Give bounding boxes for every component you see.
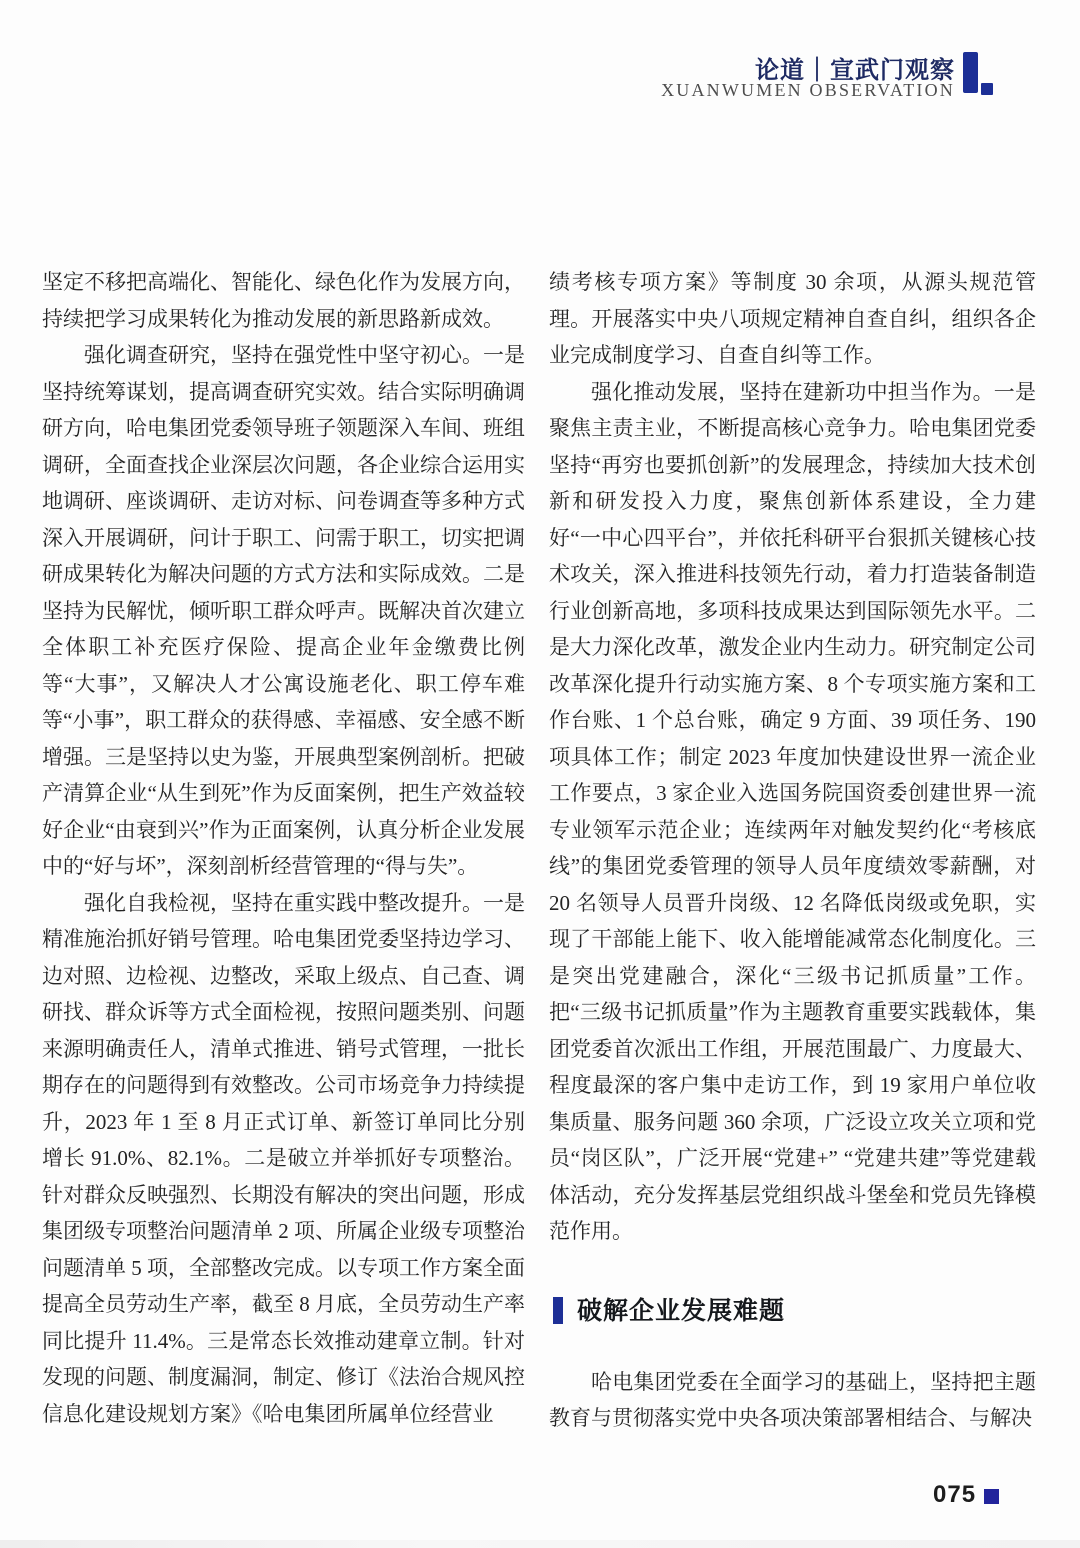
paragraph: 哈电集团党委在全面学习的基础上，坚持把主题教育与贯彻落实党中央各项决策部署相结合、与解决: [549, 1369, 1036, 1430]
page-number: 075: [933, 1481, 977, 1508]
magazine-logo-bar-icon: [963, 52, 978, 93]
page-header-title: 论道｜宣武门观察: [755, 57, 955, 84]
paragraph: 强化推动发展，坚持在建新功中担当作为。一是聚焦主责主业，不断提高核心竞争力。哈电集团党委坚持“再穷也要抓创新”的发展理念，持续加大技术创新和研发投入力度，聚焦创新体系建设，全力建好“一中心四平台”，并依托科研平台狠抓关键核心技术攻关，深入推进科技领先行动，着力打造装备制造行业创新高地，多项科技成果达到国际领先水平。二是大力深化改革，激发企业内生动力。研究制定公司改革深化提升行动实施方案、8 个专项实施方案和工作台账、1 个总台账，确定 9 方面、39 项任务、190 项具体工作；制定 2023 年度加快建设世界一流企业工作要点，3 家企业入选国务院国资委创建世界一流专业领军示范企业；连续两年对触发契约化“考核底线”的集团党委管理的领导人员年度绩效零薪酬，对 20 名领导人员晋升岗级、12 名降低岗级或免职，实现了干部能上能下、收入能增能减常态化制度化。三是突出党建融合，深化“三级书记抓质量”工作。把“三级书记抓质量”作为主题教育重要实践载体，集团党委首次派出工作组，开展范围最广、力度最大、程度最深的客户集中走访工作，到 19 家用户单位收集质量、服务问题 360 余项，广泛设立攻关立项和党员“岗区队”，广泛开展“党建+” “党建共建”等党建载体活动，充分发挥基层党组织战斗堡垒和党员先锋模范作用。: [549, 379, 1036, 1243]
left-text-column: [42, 264, 525, 1432]
section-heading: [553, 1296, 1036, 1326]
page-bottom-shading: [0, 1540, 1080, 1548]
section-heading-text: 破解企业发展难题: [577, 1296, 786, 1325]
page-footer: [933, 1481, 999, 1509]
magazine-logo-square-icon: [981, 83, 993, 95]
heading-accent-bar-icon: [553, 1297, 563, 1324]
paragraph: 强化调查研究，坚持在强党性中坚守初心。一是坚持统筹谋划，提高调查研究实效。结合实际明确调研方向，哈电集团党委领导班子领题深入车间、班组调研，全面查找企业深层次问题，各企业综合运用实地调研、座谈调研、走访对标、问卷调查等多种方式深入开展调研，问计于职工、问需于职工，切实把调研成果转化为解决问题的方式方法和实际成效。二是坚持为民解忧，倾听职工群众呼声。既解决首次建立全体职工补充医疗保险、提高企业年金缴费比例等“大事”，又解决人才公寓设施老化、职工停车难等“小事”，职工群众的获得感、幸福感、安全感不断增强。三是坚持以史为鉴，开展典型案例剖析。把破产清算企业“从生到死”作为反面案例，把生产效益较好企业“由衰到兴”作为正面案例，认真分析企业发展中的“好与坏”，深刻剖析经营管理的“得与失”。: [42, 343, 525, 878]
right-column-top-paragraphs: [549, 264, 1036, 1250]
paragraph: 强化自我检视，坚持在重实践中整改提升。一是精准施治抓好销号管理。哈电集团党委坚持边学习、边对照、边检视、边整改，采取上级点、自己查、调研找、群众诉等方式全面检视，按照问题类别、问题来源明确责任人，清单式推进、销号式管理，一批长期存在的问题得到有效整改。公司市场竞争力持续提升，2023 年 1 至 8 月正式订单、新签订单同比分别增长 91.0%、82.1%。二是破立并举抓好专项整治。针对群众反映强烈、长期没有解决的突出问题，形成集团级专项整治问题清单 2 项、所属企业级专项整治问题清单 5 项，全部整改完成。以专项工作方案全面提高全员劳动生产率，截至 8 月底，全员劳动生产率同比提升 11.4%。三是常态长效推动建章立制。针对发现的问题、制度漏洞，制定、修订《法治合规风控信息化建设规划方案》《哈电集团所属单位经营业: [42, 890, 525, 1426]
right-text-column: [549, 264, 1036, 1437]
page-header-subtitle: XUANWUMEN OBSERVATION: [661, 80, 955, 100]
paragraph: 绩考核专项方案》等制度 30 余项，从源头规范管理。开展落实中央八项规定精神自查自纠，组织各企业完成制度学习、自查自纠等工作。: [549, 270, 1036, 367]
page-number-square-icon: [984, 1489, 999, 1504]
paragraph: 坚定不移把高端化、智能化、绿色化作为发展方向，持续把学习成果转化为推动发展的新思路新成效。: [42, 270, 525, 331]
right-column-bottom-paragraphs: [549, 1364, 1036, 1437]
